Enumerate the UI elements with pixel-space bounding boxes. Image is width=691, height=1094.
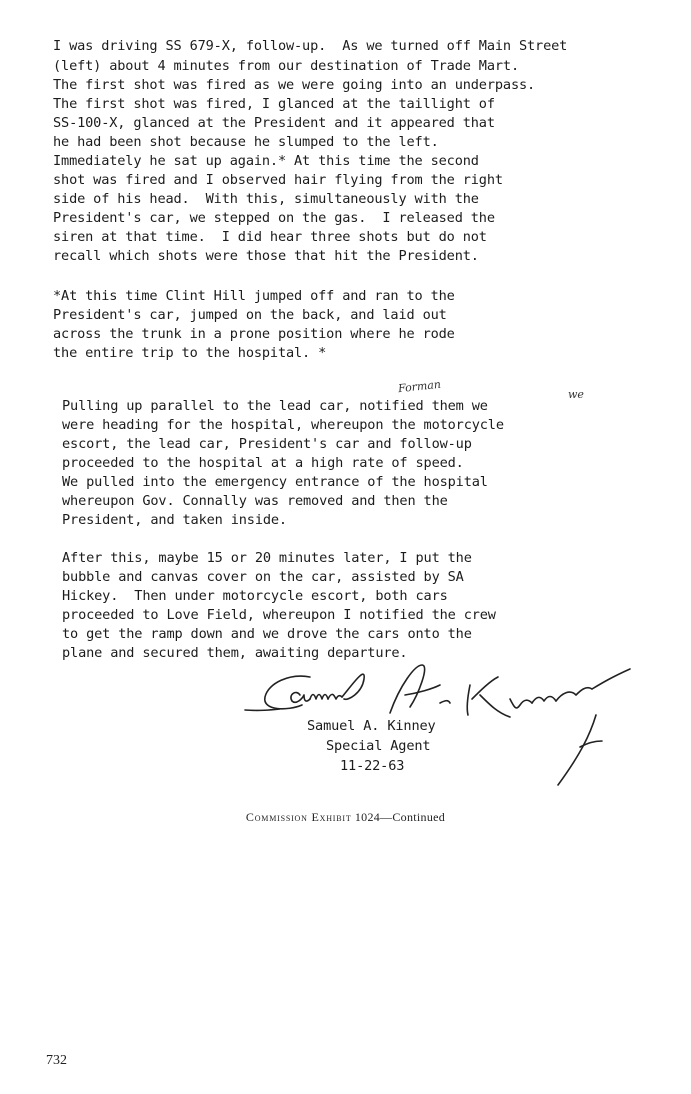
text-line: The first shot was fired as we were going into an underpass. [53,77,536,93]
text-line: escort, the lead car, President's car and follow-up [62,436,472,452]
text-line: President's car, we stepped on the gas. I released the [53,210,495,226]
exhibit-number: 1024—Continued [354,810,446,824]
signer-name: Samuel A. Kinney [307,718,436,734]
text-line: (left) about 4 minutes from our destination of Trade Mart. [53,58,519,74]
text-line: *At this time Clint Hill jumped off and ran to the [53,288,455,304]
text-line: President's car, jumped on the back, and laid out [53,307,447,323]
handwritten-insertion: we [568,388,584,401]
handwritten-insertion: Forman [397,377,442,396]
text-line: I was driving SS 679-X, follow-up. As we turned off Main Street [53,38,568,54]
text-line: After this, maybe 15 or 20 minutes later, I put the [62,550,472,566]
text-line: siren at that time. I did hear three shots but do not [53,229,487,245]
text-line: were heading for the hospital, whereupon the motorcycle [62,417,504,433]
text-line: he had been shot because he slumped to the left. [53,134,439,150]
text-line: President, and taken inside. [62,512,287,528]
text-line: to get the ramp down and we drove the cars onto the [62,626,472,642]
text-line: shot was fired and I observed hair flying from the right [53,172,503,188]
text-line: Pulling up parallel to the lead car, notified them we [62,398,488,414]
text-line: Immediately he sat up again.* At this time the second [53,153,479,169]
signer-title: Special Agent [326,738,431,754]
text-line: Hickey. Then under motorcycle escort, both cars [62,588,448,604]
exhibit-label: Commission Exhibit [245,810,352,824]
text-line: recall which shots were those that hit the President. [53,248,479,264]
handwritten-signature [240,655,650,795]
exhibit-caption [0,810,691,825]
text-line: We pulled into the emergency entrance of the hospital [62,474,488,490]
text-line: across the trunk in a prone position where he rode [53,326,455,342]
page-number: 732 [46,1053,67,1068]
signature-date: 11-22-63 [340,758,405,774]
text-line: whereupon Gov. Connally was removed and then the [62,493,448,509]
text-line: side of his head. With this, simultaneously with the [53,191,479,207]
text-line: proceeded to the hospital at a high rate of speed. [62,455,464,471]
text-line: SS-100-X, glanced at the President and it appeared that [53,115,495,131]
text-line: plane and secured them, awaiting departure. [62,645,408,661]
text-line: the entire trip to the hospital. * [53,345,327,361]
text-line: proceeded to Love Field, whereupon I notified the crew [62,607,496,623]
text-line: The first shot was fired, I glanced at the taillight of [53,96,495,112]
text-line: bubble and canvas cover on the car, assisted by SA [62,569,464,585]
